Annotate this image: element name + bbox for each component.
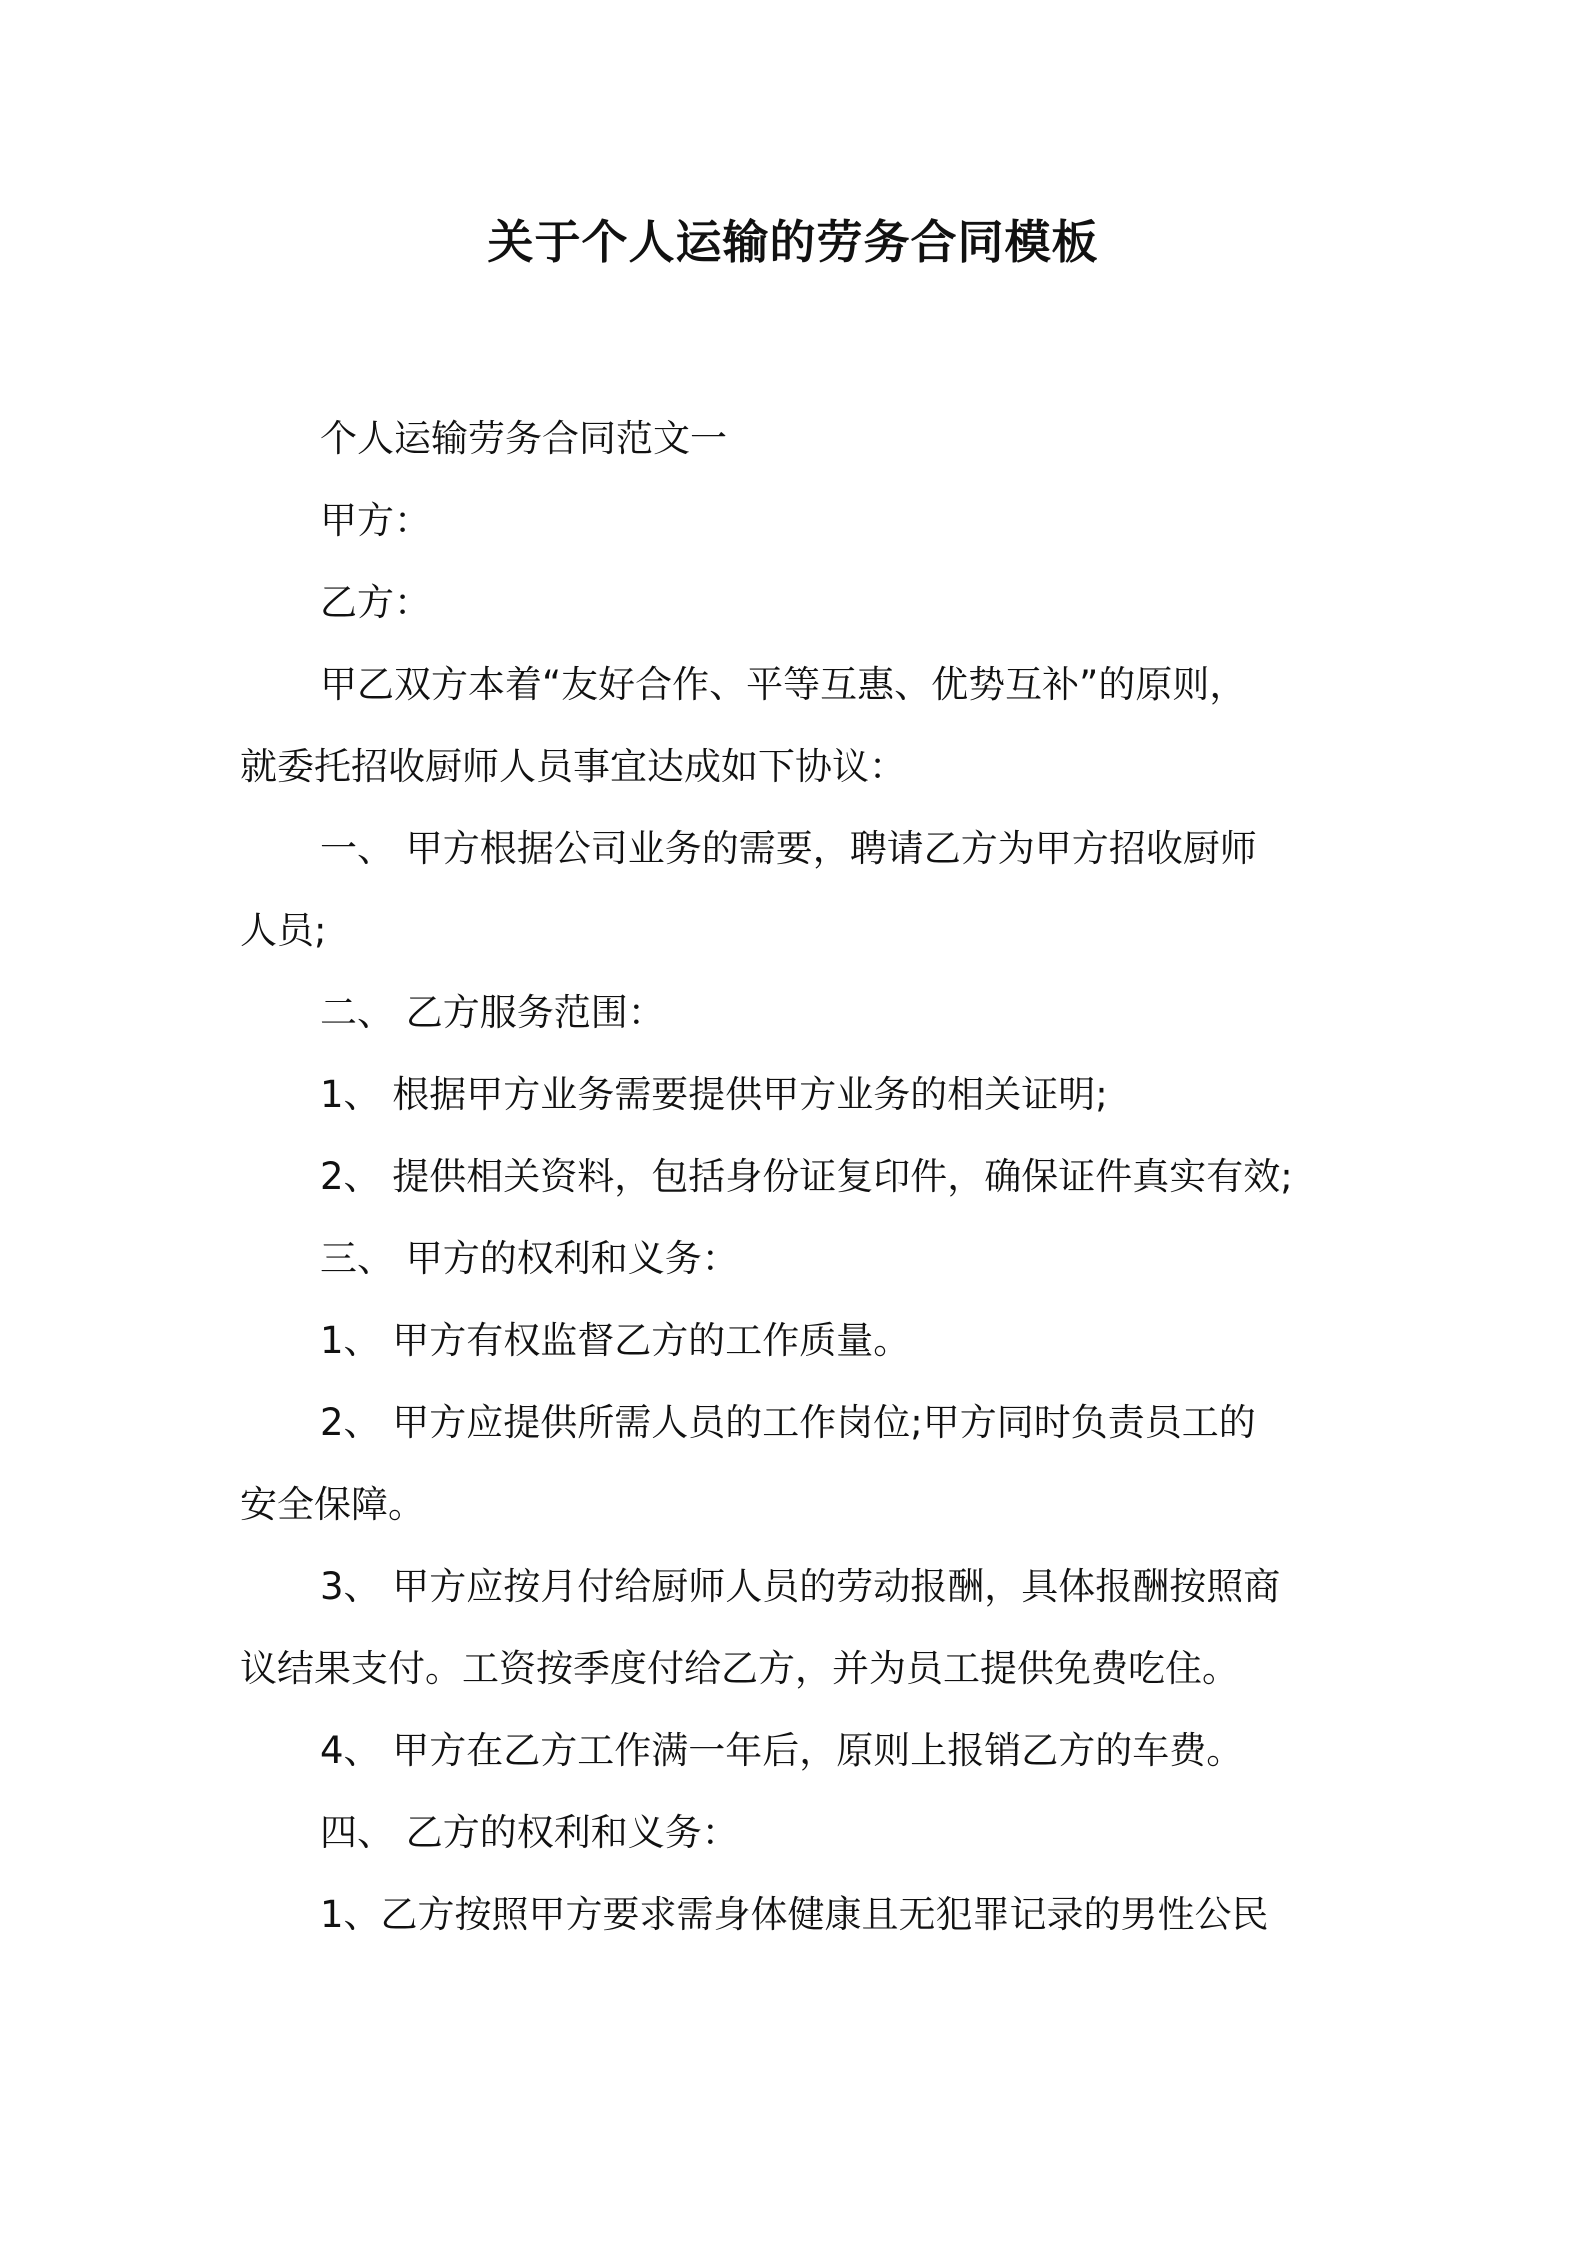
clause-line: 1、 根据甲方业务需要提供甲方业务的相关证明; [320,1073,1108,1116]
clause-line: 一、 甲方根据公司业务的需要，聘请乙方为甲方招收厨师 [320,827,1257,870]
clause-line: 安全保障。 [240,1483,425,1526]
clause-line: 人员; [240,909,327,952]
clause-line: 1、 甲方有权监督乙方的工作质量。 [320,1319,911,1362]
paragraph-line: 就委托招收厨师人员事宜达成如下协议： [240,745,906,788]
party-a-line: 甲方： [320,499,431,542]
clause-line: 4、 甲方在乙方工作满一年后，原则上报销乙方的车费。 [320,1729,1244,1772]
clause-line: 3、 甲方应按月付给厨师人员的劳动报酬，具体报酬按照商 [320,1565,1281,1608]
paragraph-line: 甲乙双方本着“友好合作、平等互惠、优势互补”的原则， [320,663,1247,706]
clause-heading: 四、 乙方的权利和义务： [320,1811,739,1854]
party-b-line: 乙方： [320,581,431,624]
clause-heading: 三、 甲方的权利和义务： [320,1237,739,1280]
clause-heading: 二、 乙方服务范围： [320,991,665,1034]
clause-line: 2、 甲方应提供所需人员的工作岗位;甲方同时负责员工的 [320,1401,1256,1444]
document-body [240,398,1350,1956]
clause-line: 2、 提供相关资料，包括身份证复印件，确保证件真实有效; [320,1155,1293,1198]
paragraph-line: 个人运输劳务合同范文一 [320,417,727,460]
clause-line: 1、乙方按照甲方要求需身体健康且无犯罪记录的男性公民 [320,1893,1269,1936]
clause-line: 议结果支付。工资按季度付给乙方，并为员工提供免费吃住。 [240,1647,1239,1690]
document-title: 关于个人运输的劳务合同模板 [487,215,1099,269]
